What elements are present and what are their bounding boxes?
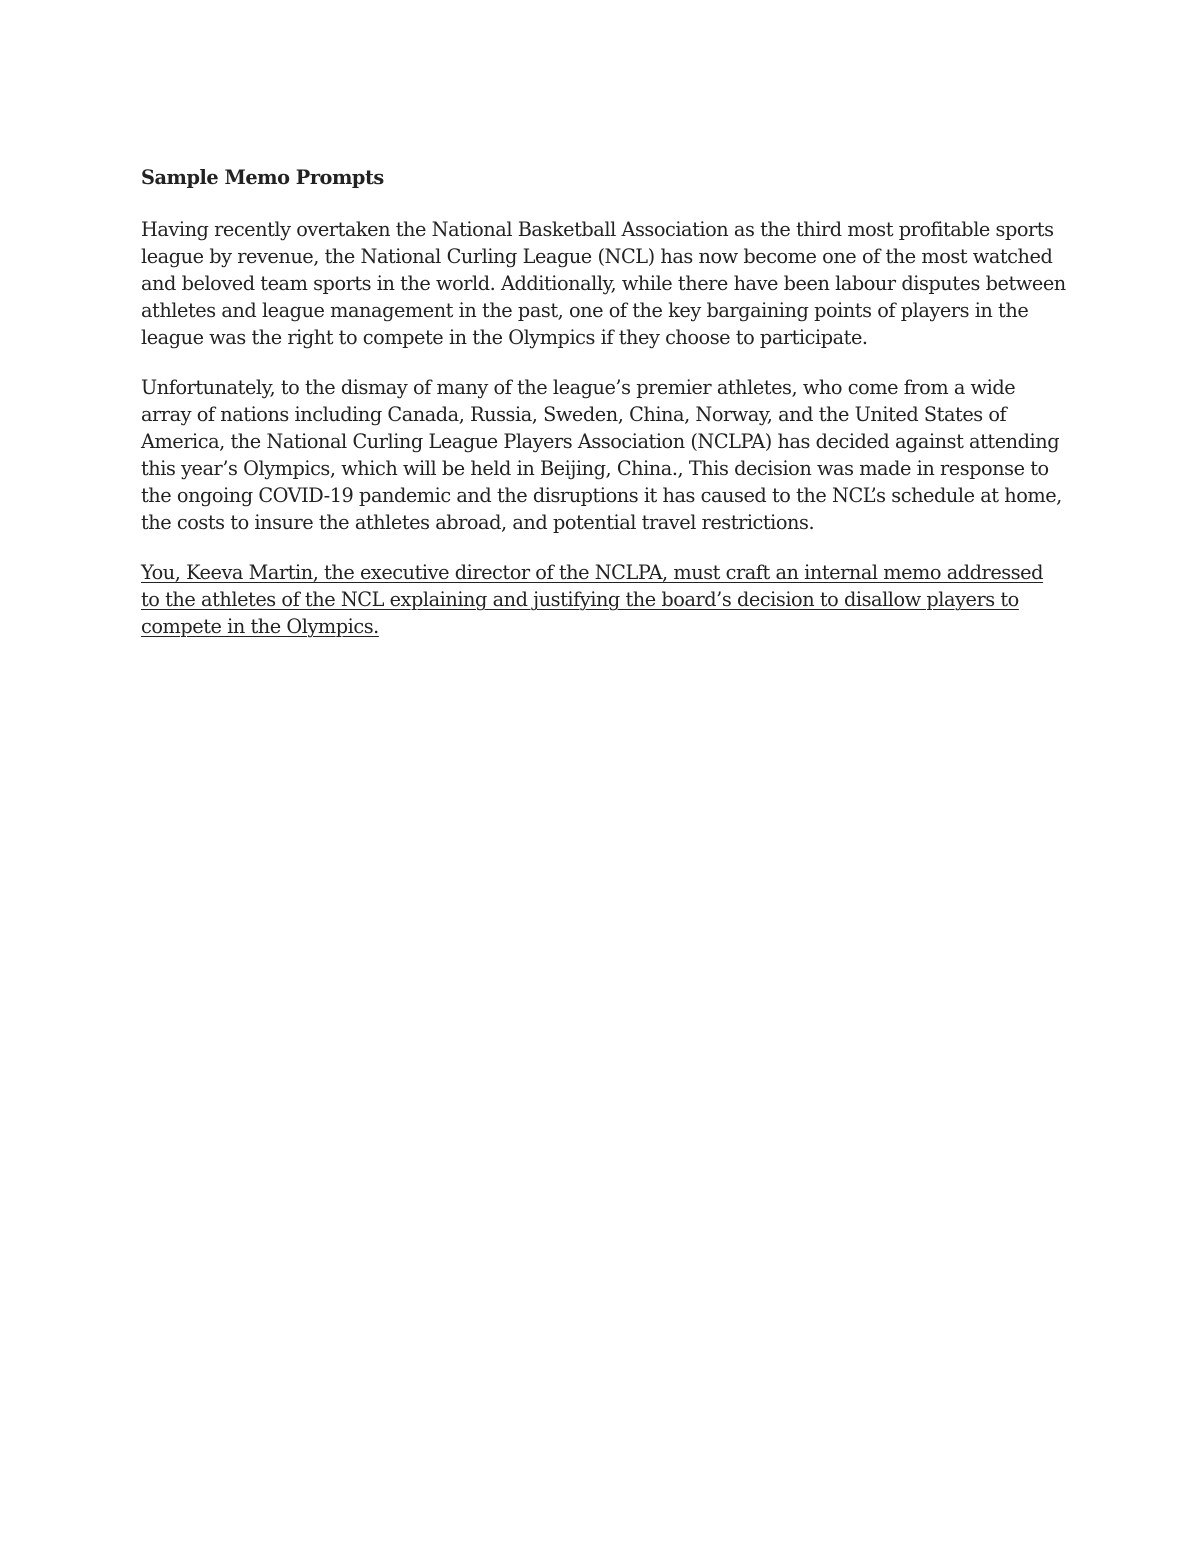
paragraph-decision: Unfortunately, to the dismay of many of the league’s premier athletes, who come from a wide array of nations including Canada, Russia, Sweden, China, Norway, and the United States of America, the National Curling League Players Association (NCLPA) has decided against attending this year’s Olympics, which will be held in Beijing, China., This decision was made in response to the ongoing COVID-19 pandemic and the disruptions it has caused to the NCL’s schedule at home, the costs to insure the athletes abroad, and potential travel restrictions.	[141, 376, 1062, 534]
document-title: Sample Memo Prompts	[141, 166, 384, 189]
paragraph-background: Having recently overtaken the National Basketball Association as the third most profitable sports league by revenue, the National Curling League (NCL) has now become one of the most watched and beloved team sports in the world. Additionally, while there have been labour disputes between athletes and league management in the past, one of the key bargaining points of players in the league was the right to compete in the Olympics if they choose to participate.	[141, 218, 1066, 349]
document-body	[141, 164, 1066, 663]
paragraph-task-underlined: You, Keeva Martin, the executive director of the NCLPA, must craft an internal memo addressed to the athletes of the NCL explaining and justifying the board’s decision to disallow players to compete in the Olympics.	[141, 561, 1044, 638]
